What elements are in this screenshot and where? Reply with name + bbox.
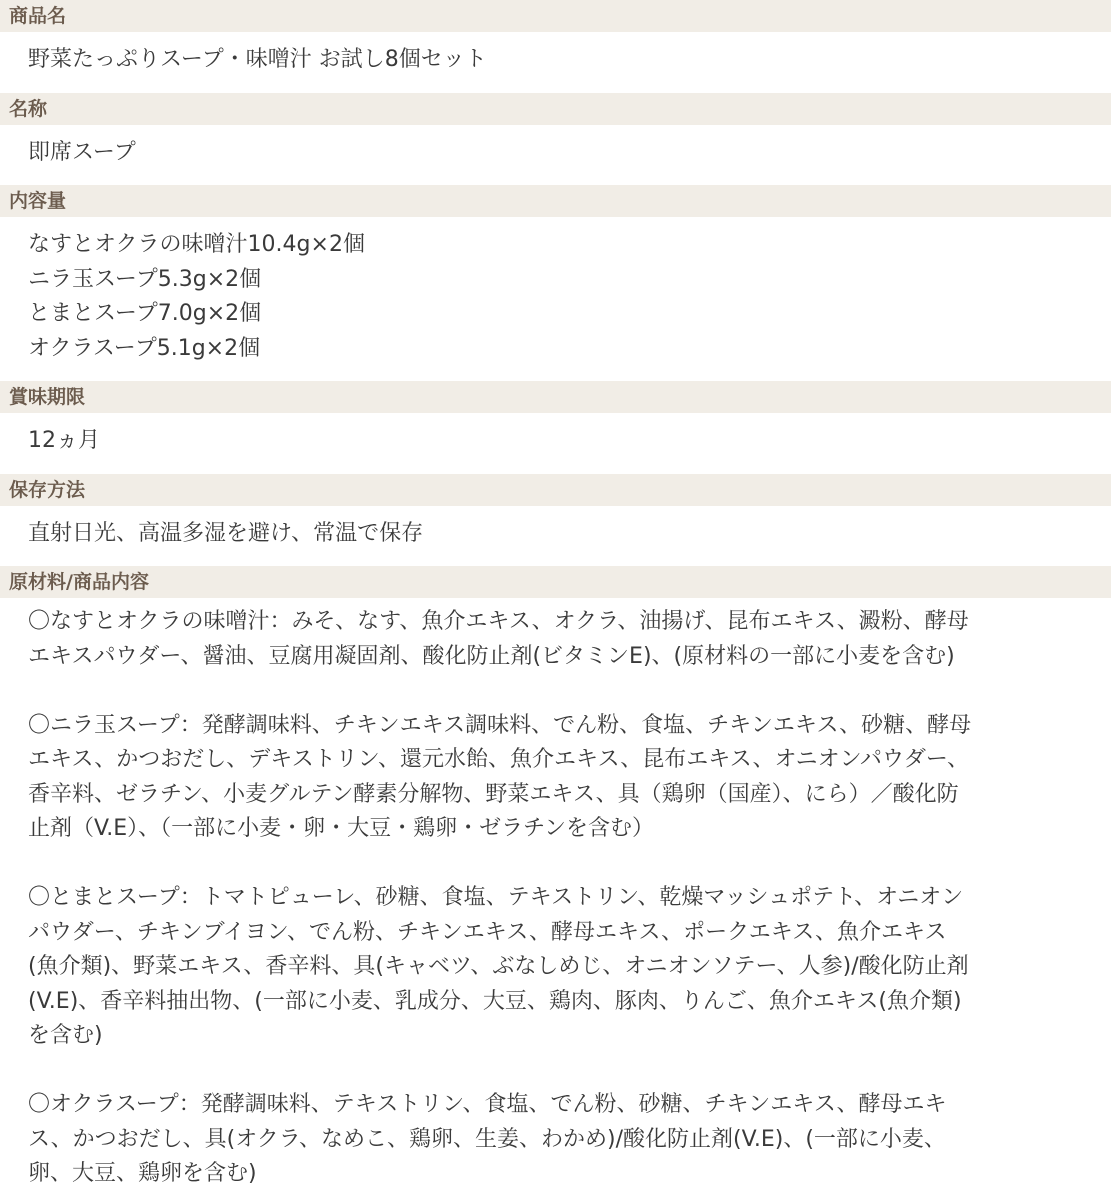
- ingredient-block-nasu-okra-miso: [28, 605, 1095, 674]
- product-name-header: 商品名: [0, 0, 1111, 32]
- ingredient-line: 止剤（V.E）、（一部に小麦・卵・大豆・鶏卵・ゼラチンを含む）: [28, 816, 655, 841]
- ingredient-line: エキス、かつおだし、デキストリン、還元水飴、魚介エキス、昆布エキス、オニオンパウダー、: [28, 747, 969, 772]
- ingredient-line: 卵、大豆、鶏卵を含む): [28, 1161, 257, 1186]
- ingredient-line: を含む): [28, 1023, 103, 1048]
- expiry-text: 12ヵ月: [28, 428, 100, 453]
- contents-line: オクラスープ5.1g×2個: [28, 335, 261, 361]
- storage-header: 保存方法: [0, 474, 1111, 506]
- contents-value: [0, 217, 1111, 381]
- ingredients-header: 原材料/商品内容: [0, 566, 1111, 598]
- ingredient-line: ス、かつおだし、具(オクラ、なめこ、鶏卵、生姜、わかめ)/酸化防止剤(V.E)、(一部に小麦、: [28, 1126, 946, 1152]
- ingredients-value: [0, 598, 1111, 1192]
- storage-text: 直射日光、高温多湿を避け、常温で保存: [28, 520, 424, 546]
- ingredient-line: 〇とまとスープ：トマトピューレ、砂糖、食塩、テキストリン、乾燥マッシュポテト、オニオン: [28, 885, 964, 910]
- ingredient-line: エキスパウダー、醤油、豆腐用凝固剤、酸化防止剤(ビタミンE)、(原材料の一部に小麦を含む): [28, 643, 955, 669]
- ingredient-line: (V.E)、香辛料抽出物、(一部に小麦、乳成分、大豆、鶏肉、豚肉、りんご、魚介エキス(魚介類): [28, 988, 962, 1014]
- product-name-text: 野菜たっぷりスープ・味噌汁 お試し8個セット: [28, 47, 487, 72]
- expiry-header: 賞味期限: [0, 381, 1111, 413]
- expiry-value: [0, 413, 1111, 474]
- ingredient-line: パウダー、チキンブイヨン、でん粉、チキンエキス、酵母エキス、ポークエキス、魚介エキス: [28, 919, 947, 945]
- storage-value: [0, 506, 1111, 567]
- ingredient-line: 〇なすとオクラの味噌汁：みそ、なす、魚介エキス、オクラ、油揚げ、昆布エキス、澱粉、酵母: [28, 609, 969, 634]
- contents-line: なすとオクラの味噌汁10.4g×2個: [28, 232, 365, 257]
- ingredient-line: (魚介類)、野菜エキス、香辛料、具(キャベツ、ぶなしめじ、オニオンソテー、人参)/酸化防止剤: [28, 954, 969, 979]
- contents-line: ニラ玉スープ5.3g×2個: [28, 266, 262, 292]
- ingredient-line: 〇ニラ玉スープ：発酵調味料、チキンエキス調味料、でん粉、食塩、チキンエキス、砂糖、酵母: [28, 712, 972, 738]
- contents-header: 内容量: [0, 185, 1111, 217]
- product-name-value: [0, 32, 1111, 93]
- ingredient-block-nira-tama-soup: [28, 709, 1095, 847]
- ingredient-block-okra-soup: [28, 1088, 1095, 1192]
- contents-line: とまとスープ7.0g×2個: [28, 301, 262, 326]
- name-header: 名称: [0, 93, 1111, 125]
- name-value: [0, 125, 1111, 186]
- ingredient-line: 〇オクラスープ：発酵調味料、テキストリン、食塩、でん粉、砂糖、チキンエキス、酵母エキ: [28, 1092, 947, 1117]
- name-text: 即席スープ: [28, 139, 136, 165]
- ingredient-line: 香辛料、ゼラチン、小麦グルテン酵素分解物、野菜エキス、具（鶏卵（国産）、にら）／酸化防: [28, 781, 959, 807]
- ingredient-block-tomato-soup: [28, 881, 1095, 1054]
